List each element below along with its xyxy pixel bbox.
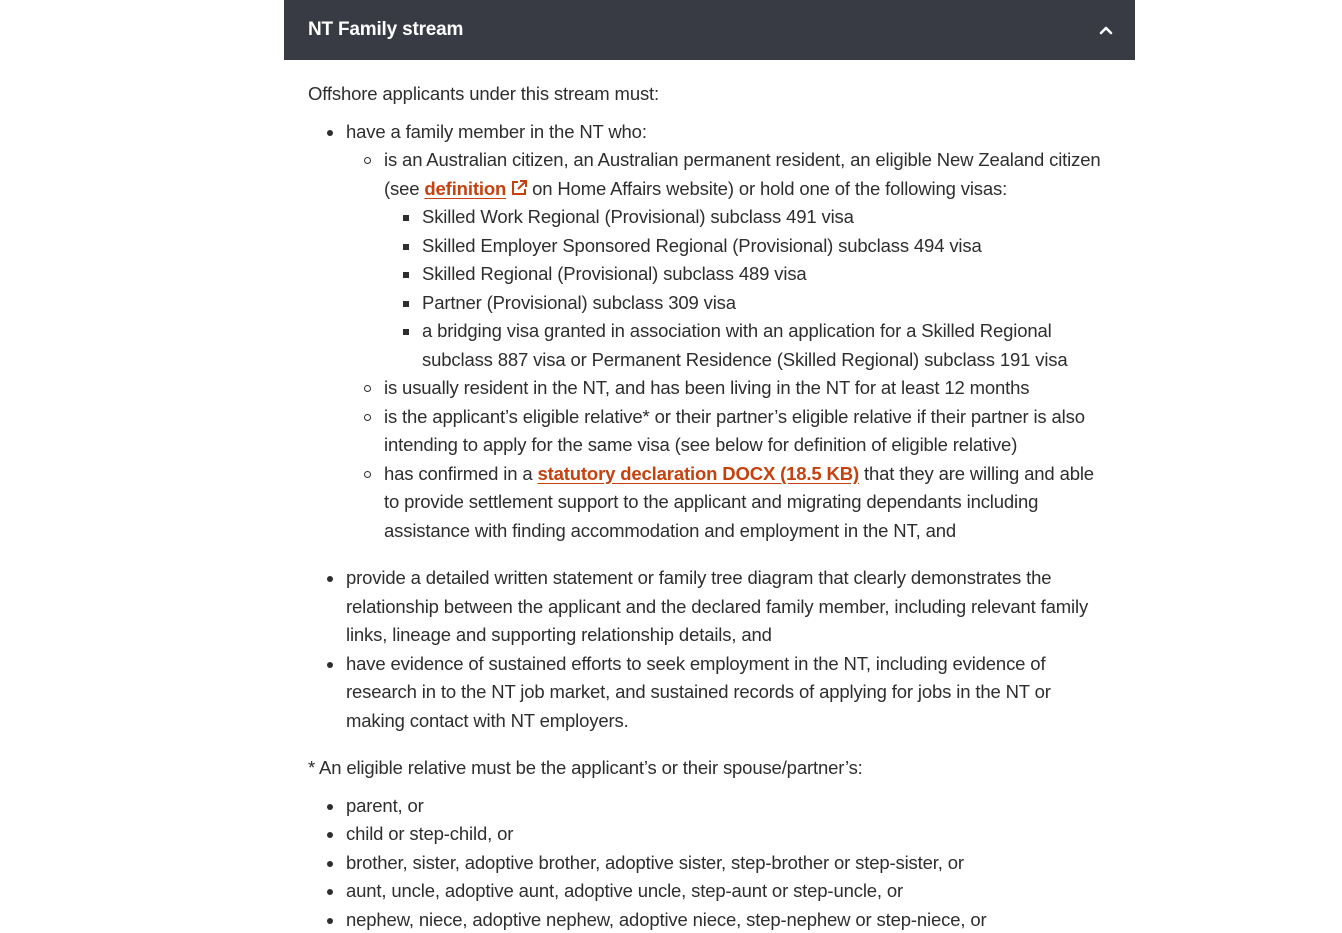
accordion-nt-family-stream (284, 0, 1135, 933)
accordion-title: NT Family stream (308, 19, 464, 40)
resident-item: is usually resident in the NT, and has been living in the NT for at least 12 months (346, 374, 1111, 403)
external-link-icon[interactable] (510, 179, 528, 197)
relative-item: is the applicant’s eligible relative* or their partner’s eligible relative if their partner is also intending to apply for the same visa (see below for definition of eligible relative) (346, 403, 1111, 460)
definition-link[interactable]: definition (424, 177, 507, 199)
chevron-up-icon[interactable] (1099, 25, 1113, 35)
relative-type-item: brother, sister, adoptive brother, adoptive sister, step-brother or step-sister, or (308, 849, 1111, 878)
statement-item: provide a detailed written statement or family tree diagram that clearly demonstrates the relationship between the applicant and the declared family member, including relevant family links, lineage and supporting relationship details, and (308, 564, 1111, 650)
family-member-text: have a family member in the NT who: (346, 120, 647, 142)
visa-item: Skilled Work Regional (Provisional) subclass 491 visa (384, 203, 1111, 232)
intro-text: Offshore applicants under this stream must: (308, 83, 660, 104)
requirements-list (308, 118, 1111, 736)
list-item (346, 146, 1111, 374)
relatives-list (308, 792, 1111, 933)
visa-item: Skilled Regional (Provisional) subclass 489 visa (384, 260, 1111, 289)
visa-item: Skilled Employer Sponsored Regional (Provisional) subclass 494 visa (384, 232, 1111, 261)
list-item (346, 460, 1111, 546)
declaration-text-after: that they are willing and able to provide settlement support to the applicant and migrating dependants including assistance with finding accommodation and employment in the NT, and (384, 462, 1094, 541)
relative-type-item: aunt, uncle, adoptive aunt, adoptive uncle, step-aunt or step-uncle, or (308, 877, 1111, 906)
statutory-declaration-link[interactable]: statutory declaration DOCX (18.5 KB) (537, 462, 859, 484)
visa-item: a bridging visa granted in association with an application for a Skilled Regional subclass 887 visa or Permanent Residence (Skilled Regional) subclass 191 visa (384, 317, 1111, 374)
citizen-text: is an Australian citizen, an Australian permanent resident, an eligible New Zealand citizen (see (384, 149, 1101, 199)
accordion-header[interactable] (284, 0, 1135, 60)
visa-item: Partner (Provisional) subclass 309 visa (384, 289, 1111, 318)
list-item (308, 118, 1111, 546)
citizen-text-after: on Home Affairs website) or hold one of the following visas: (532, 177, 1008, 199)
eligible-relative-footnote: * An eligible relative must be the applicant’s or their spouse/partner’s: (308, 757, 863, 778)
evidence-item: have evidence of sustained efforts to seek employment in the NT, including evidence of research in to the NT job market, and sustained records of applying for jobs in the NT or making contact with NT employers. (308, 650, 1111, 736)
visa-list (384, 203, 1111, 374)
declaration-text: has confirmed in a (384, 462, 538, 484)
accordion-body (284, 60, 1135, 933)
family-member-sublist (346, 146, 1111, 545)
relative-type-item: parent, or (308, 792, 1111, 821)
relative-type-item: nephew, niece, adoptive nephew, adoptive niece, step-nephew or step-niece, or (308, 906, 1111, 933)
relative-type-item: child or step-child, or (308, 820, 1111, 849)
